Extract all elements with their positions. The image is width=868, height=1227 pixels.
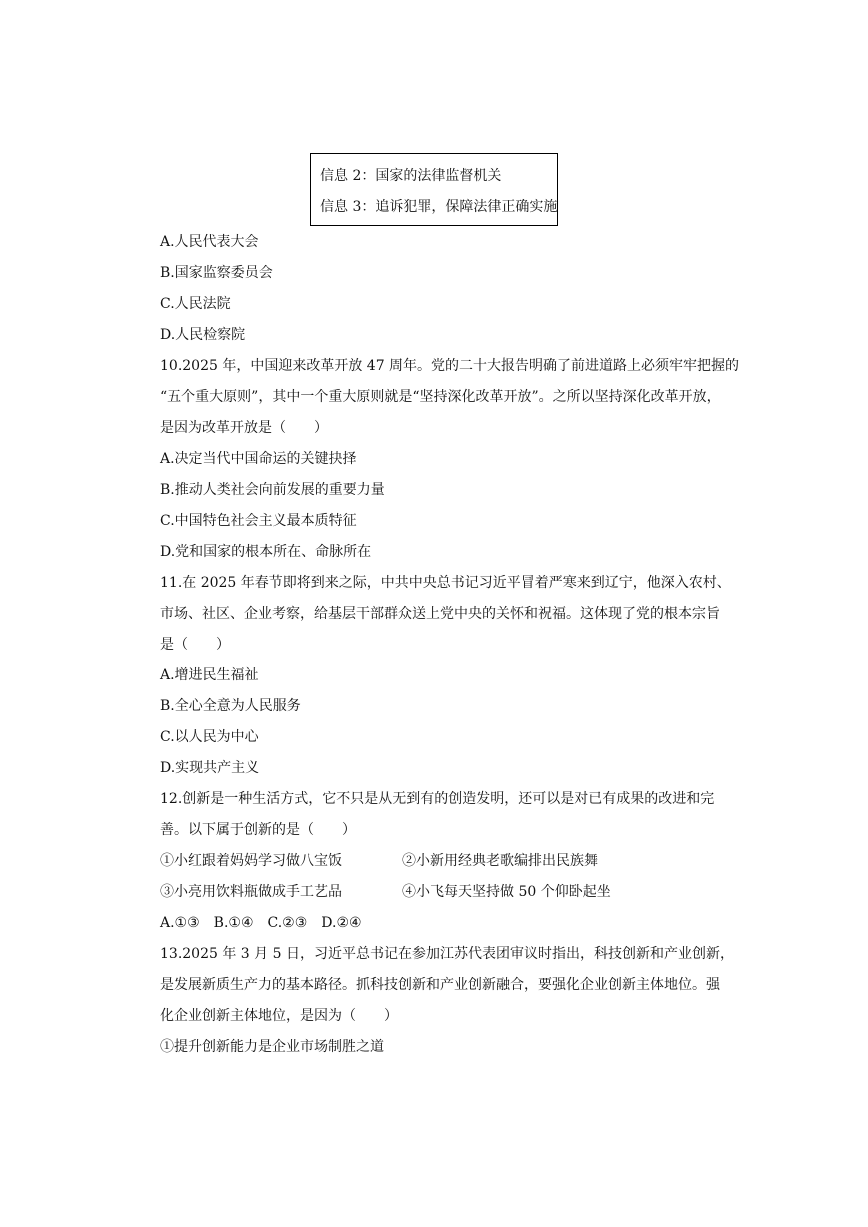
q13-stem-line-3: 化企业创新主体地位，是因为（ ） (160, 1008, 398, 1024)
q9-option-b: B.国家监察委员会 (160, 265, 273, 281)
q10-stem-line-1: 10.2025 年，中国迎来改革开放 47 周年。党的二十大报告明确了前进道路上必须牢牢把握的 (160, 358, 740, 374)
q11-option-c: C.以人民为中心 (160, 729, 259, 745)
info-line-3: 信息 3：追诉犯罪，保障法律正确实施 (320, 199, 558, 215)
q11-stem-line-2: 市场、社区、企业考察，给基层干部群众送上党中央的关怀和祝福。这体现了党的根本宗旨 (160, 606, 720, 622)
q11-option-d: D.实现共产主义 (160, 760, 260, 776)
info-box (310, 153, 558, 226)
q13-stem-line-2: 是发展新质生产力的基本路径。抓科技创新和产业创新融合，要强化企业创新主体地位。强 (160, 977, 720, 993)
q9-option-d: D.人民检察院 (160, 327, 246, 343)
q12-item-1: ①小红跟着妈妈学习做八宝饭 (160, 853, 342, 869)
q11-stem-line-3: 是（ ） (160, 637, 230, 653)
q12-stem-line-1: 12.创新是一种生活方式，它不只是从无到有的创造发明，还可以是对已有成果的改进和完 (160, 791, 715, 807)
q11-option-a: A.增进民生福祉 (160, 667, 259, 683)
q12-item-3: ③小亮用饮料瓶做成手工艺品 (160, 884, 342, 900)
q11-option-b: B.全心全意为人民服务 (160, 698, 301, 714)
q12-item-4: ④小飞每天坚持做 50 个仰卧起坐 (402, 884, 611, 900)
q13-item-1: ①提升创新能力是企业市场制胜之道 (160, 1039, 384, 1055)
q12-item-2: ②小新用经典老歌编排出民族舞 (402, 853, 598, 869)
q10-option-d: D.党和国家的根本所在、命脉所在 (160, 544, 372, 560)
q10-stem-line-2: “五个重大原则”，其中一个重大原则就是“坚持深化改革开放”。之所以坚持深化改革开放， (160, 389, 721, 405)
q10-stem-line-3: 是因为改革开放是（ ） (160, 420, 328, 436)
q9-option-a: A.人民代表大会 (160, 234, 259, 250)
q12-choices: A.①③ B.①④ C.②③ D.②④ (160, 915, 362, 931)
q10-option-c: C.中国特色社会主义最本质特征 (160, 513, 357, 529)
info-line-2: 信息 2：国家的法律监督机关 (320, 168, 502, 184)
q12-stem-line-2: 善。以下属于创新的是（ ） (160, 822, 356, 838)
q10-option-a: A.决定当代中国命运的关键抉择 (160, 451, 357, 467)
q13-stem-line-1: 13.2025 年 3 月 5 日，习近平总书记在参加江苏代表团审议时指出，科技创新和产业创新， (160, 946, 734, 962)
q11-stem-line-1: 11.在 2025 年春节即将到来之际，中共中央总书记习近平冒着严寒来到辽宁，他深入农村、 (160, 575, 731, 591)
q10-option-b: B.推动人类社会向前发展的重要力量 (160, 482, 385, 498)
q9-option-c: C.人民法院 (160, 296, 231, 312)
